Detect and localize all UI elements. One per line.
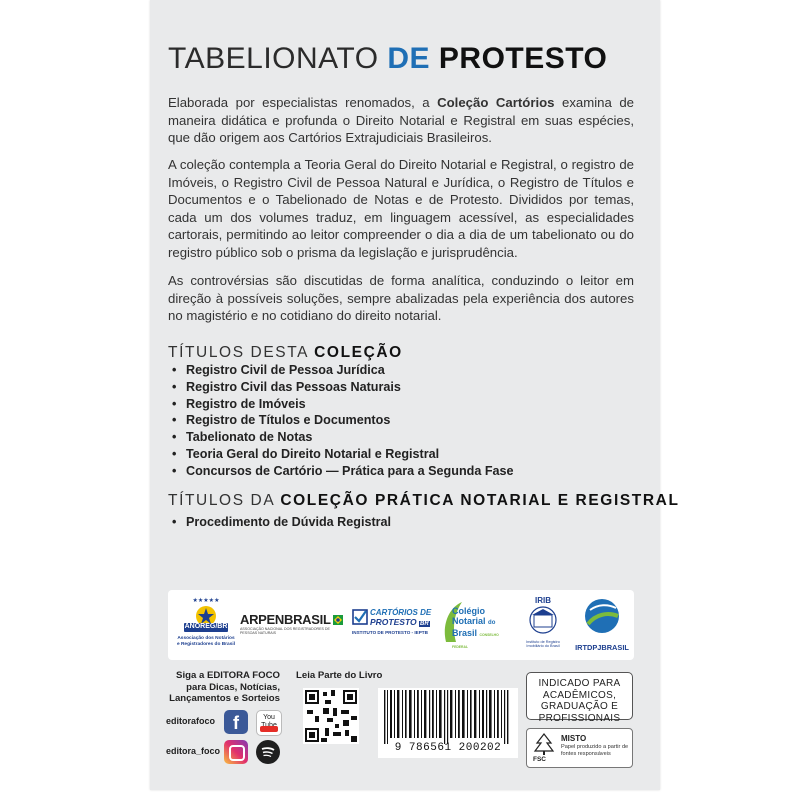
arpen-sub: ASSOCIAÇÃO NACIONAL DOS REGISTRADORES DE PESSOAS NATURAIS (240, 627, 330, 635)
list-item: • Registro de Imóveis (172, 396, 514, 413)
list-item: • Registro de Títulos e Documentos (172, 412, 514, 429)
anoreg-logo (176, 596, 236, 654)
youtube-icon[interactable]: You (256, 710, 282, 736)
fsc-sub: Papel produzido a partir de fontes responsáveis (561, 744, 629, 757)
section-title-practice: TÍTULOS DA COLEÇÃO PRÁTICA NOTARIAL E REGISTRAL (168, 492, 680, 509)
brazil-flag-icon (333, 615, 343, 625)
isbn-number: 9 786561 200202 (394, 742, 502, 754)
svg-text:★★★★★: ★★★★★ (192, 598, 220, 604)
indicado-para-box: INDICADO PARA ACADÊMICOS, GRADUAÇÃO E PROFISSIONAIS (526, 672, 633, 720)
partner-logos (168, 590, 634, 660)
list-item: • Procedimento de Dúvida Registral (172, 514, 391, 531)
leia-parte-label: Leia Parte do Livro (296, 670, 383, 681)
cartorios-badge: BR (419, 621, 429, 627)
irib-logo (518, 596, 568, 656)
fsc-label: FSC (533, 756, 546, 763)
facebook-icon[interactable]: f (224, 710, 248, 734)
list-item: • Teoria Geral do Direito Notarial e Registral (172, 446, 514, 463)
section-title-collection: TÍTULOS DESTA COLEÇÃO (168, 344, 403, 361)
paragraph-controversies: As controvérsias são discutidas de forma analítica, conduzindo o leitor em direção à possíveis soluções, sempre abalizadas pela experiência dos autores no magistério e no cotidiano do direito notarial. (168, 273, 634, 324)
list-item: • Tabelionato de Notas (172, 429, 514, 446)
cartorios-protesto-logo (352, 608, 438, 644)
barcode (378, 688, 518, 758)
list-item: • Registro Civil de Pessoa Jurídica (172, 362, 514, 379)
instagram-icon[interactable] (224, 740, 248, 764)
paragraph-collection: A coleção contempla a Teoria Geral do Direito Notarial e Registral, o registro de Imóveis, o Registro Civil de Pessoa Natural e Jurídica, o Registro de Títulos e Documentos e o Tabelionado de Notas e de Protesto. Divididos por temas, cada um dos volumes traduz, em linguagem acessível, as especialidades cartorais, permitindo ao leitor compreender o dia a dia de um tabelionato ou do registro público sob o prisma da legislação e jurisprudência. (168, 157, 634, 260)
collection-list (172, 362, 514, 480)
list-item: • Concursos de Cartório — Prática para a Segunda Fase (172, 463, 514, 480)
colegio-notarial-logo (440, 596, 510, 656)
qr-code-icon[interactable] (303, 688, 359, 744)
irtdpj-globe-icon (572, 596, 632, 638)
fsc-box (526, 728, 633, 768)
irib-sub: Instituto de Registro Imobiliário do Brasil (526, 640, 560, 649)
page-title: TABELIONATO DE PROTESTO (168, 42, 608, 75)
arpen-logo (240, 612, 348, 642)
barcode-icon (378, 688, 518, 744)
arpen-name: ARPENBRASIL (240, 612, 348, 627)
paragraph-intro: Elaborada por especialistas renomados, a Coleção Cartórios examina de maneira didática e profunda o Direito Notarial e Registral em suas espécies, que dão origem aos Cartórios Extrajudiciais Brasileiros. (168, 95, 635, 146)
follow-text: Siga a EDITORA FOCO para Dicas, Notícias, Lançamentos e Sorteios (169, 670, 280, 704)
cartorios-sub: INSTITUTO DE PROTESTO - IEPTB (352, 630, 428, 635)
colegio-line4: Brasil (452, 628, 478, 638)
colegio-line2: Notarial (452, 616, 486, 626)
cartorios-line1: CARTÓRIOS DE (370, 608, 432, 617)
colegio-sub: CONSELHO FEDERAL (452, 633, 499, 649)
irtdpj-name: IRTDPJBRASIL (575, 643, 629, 652)
handle-editorafoco: editorafoco (166, 716, 216, 726)
list-item: • Registro Civil das Pessoas Naturais (172, 379, 514, 396)
checkbox-check-icon (352, 609, 368, 625)
cartorios-line2: PROTESTO (370, 617, 417, 627)
fsc-title: MISTO (561, 734, 587, 743)
anoreg-name: ANOREG/BR (184, 623, 228, 630)
handle-editora-foco: editora_foco (166, 746, 221, 756)
colegio-line3: do (488, 620, 496, 626)
colegio-line1: Colégio (452, 606, 485, 616)
anoreg-sub: Associação dos Notários e Registradores do Brasil (176, 636, 236, 647)
irib-name: IRIB (535, 596, 551, 605)
irtdpj-logo (572, 596, 632, 656)
spotify-icon[interactable] (256, 740, 280, 764)
practice-list (172, 514, 391, 531)
irib-building-icon (518, 605, 568, 635)
